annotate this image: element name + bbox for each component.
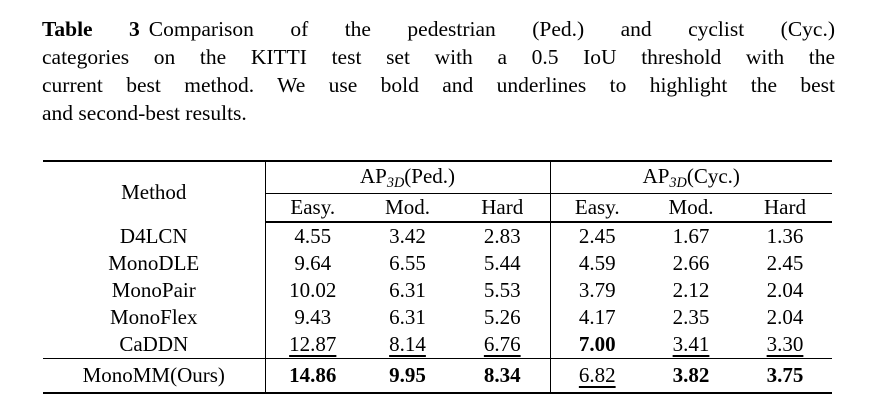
value-cell: 2.83 — [455, 222, 550, 250]
value-cell: 2.04 — [766, 305, 804, 329]
subheader-ped-hard: Hard — [455, 194, 550, 223]
value-cell: 3.41 — [672, 332, 710, 356]
caption-label: Table 3 — [42, 17, 140, 41]
group-ped-subscript: 3D — [386, 174, 405, 191]
value-cell: 6.82 — [550, 359, 644, 394]
value-cell: 2.45 — [766, 251, 804, 275]
group-cyc-prefix: AP — [642, 163, 670, 188]
value-cell: 8.34 — [455, 359, 550, 394]
col-header-method: Method — [43, 161, 265, 222]
value-cell: 3.42 — [389, 224, 426, 248]
caption-line — [42, 71, 835, 99]
value-cell: 1.67 — [672, 224, 710, 248]
value-cell: 4.17 — [578, 305, 616, 329]
value-cell: 4.55 — [294, 224, 332, 248]
subheader-ped-easy: Easy. — [265, 194, 360, 223]
value-cell: 4.59 — [578, 251, 616, 275]
value-cell: 6.76 — [455, 331, 550, 359]
method-cell: MonoDLE — [43, 250, 265, 277]
value-cell: 2.66 — [672, 251, 710, 275]
method-cell: MonoMM(Ours) — [43, 359, 265, 394]
group-ped-suffix: (Ped.) — [404, 163, 456, 188]
value-cell: 2.04 — [766, 278, 804, 302]
group-ped-prefix: AP — [359, 163, 387, 188]
table-row — [43, 222, 832, 250]
results-table — [43, 160, 832, 394]
value-cell: 2.12 — [672, 278, 710, 302]
method-cell: CaDDN — [43, 331, 265, 359]
caption-text-2: categories on the KITTI test set with a 0.5 IoU threshold with the — [42, 45, 835, 69]
table-row — [43, 250, 832, 277]
value-cell: 14.86 — [265, 359, 360, 394]
subheader-ped-mod: Mod. — [360, 194, 455, 223]
table-row-ours — [43, 359, 832, 394]
method-cell: D4LCN — [43, 222, 265, 250]
group-cyc-suffix: (Cyc.) — [686, 163, 740, 188]
col-group-cyc — [550, 161, 832, 194]
caption-text-1: Comparison of the pedestrian (Ped.) and cyclist (Cyc.) — [148, 17, 835, 41]
value-cell: 10.02 — [289, 278, 337, 302]
value-cell: 5.26 — [455, 304, 550, 331]
table-caption — [42, 15, 835, 127]
group-cyc-subscript: 3D — [669, 174, 687, 191]
value-cell: 2.45 — [578, 224, 616, 248]
value-cell: 6.31 — [389, 278, 426, 302]
method-cell: MonoPair — [43, 277, 265, 304]
method-cell: MonoFlex — [43, 304, 265, 331]
group-header-row — [43, 161, 832, 194]
table-row — [43, 331, 832, 359]
value-cell: 8.14 — [389, 332, 426, 356]
value-cell: 7.00 — [578, 332, 616, 356]
value-cell: 3.30 — [766, 332, 804, 356]
subheader-cyc-mod: Mod. — [644, 194, 738, 223]
caption-text-3: current best method. We use bold and underlines to highlight the best — [42, 73, 835, 97]
value-cell: 3.75 — [738, 359, 832, 394]
table-row — [43, 277, 832, 304]
value-cell: 12.87 — [289, 332, 337, 356]
table-row — [43, 304, 832, 331]
caption-line — [42, 15, 835, 43]
caption-line — [42, 99, 835, 127]
value-cell: 9.95 — [360, 359, 455, 394]
col-group-ped — [265, 161, 550, 194]
value-cell: 1.36 — [766, 224, 804, 248]
value-cell: 6.31 — [389, 305, 426, 329]
value-cell: 9.43 — [294, 305, 332, 329]
value-cell: 6.55 — [389, 251, 426, 275]
value-cell: 9.64 — [294, 251, 332, 275]
value-cell: 2.35 — [672, 305, 710, 329]
value-cell: 3.79 — [578, 278, 616, 302]
value-cell: 5.44 — [455, 250, 550, 277]
caption-line — [42, 43, 835, 71]
value-cell: 3.82 — [644, 359, 738, 394]
value-cell: 5.53 — [455, 277, 550, 304]
caption-text-4: and second-best results. — [42, 101, 247, 125]
subheader-cyc-hard: Hard — [738, 194, 832, 223]
subheader-cyc-easy: Easy. — [550, 194, 644, 223]
